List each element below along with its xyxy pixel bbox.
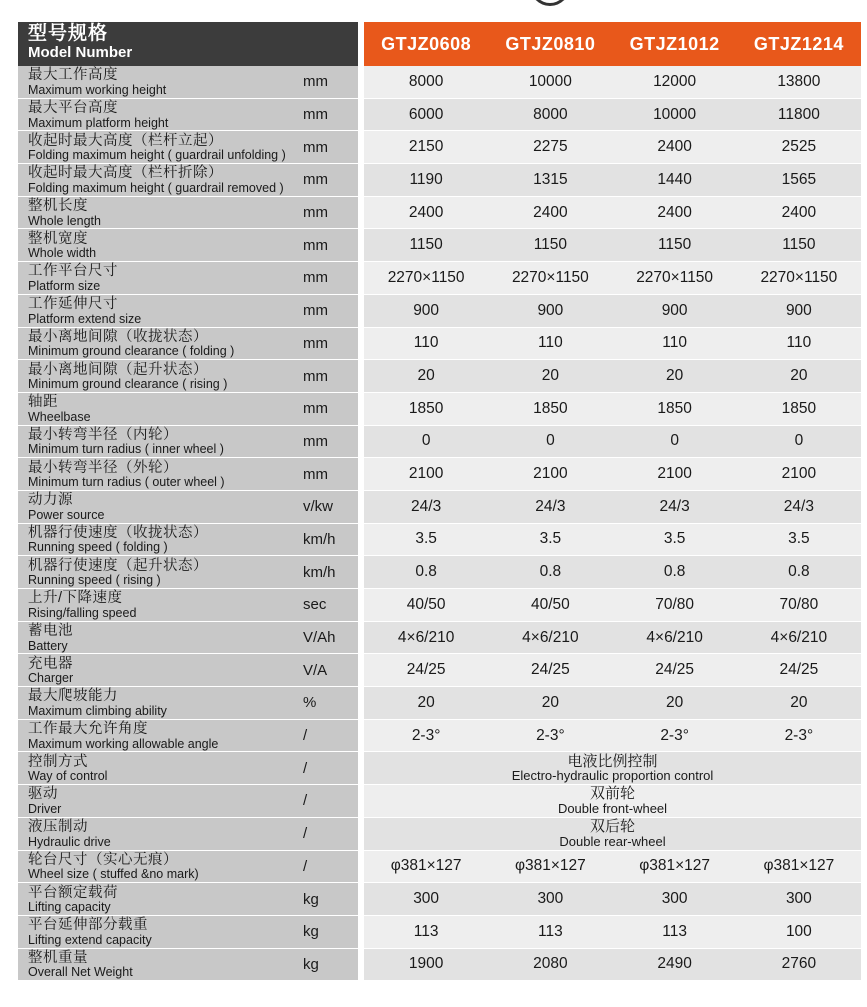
spec-value: 2100 (533, 465, 568, 483)
spec-value: φ381×127 (514, 857, 586, 875)
model-name: GTJZ0608 (381, 33, 472, 54)
spec-label-en: Folding maximum height ( guardrail removed ) (28, 180, 284, 195)
spec-values (364, 654, 861, 686)
spec-label-zh: 上升/下降速度 (28, 590, 123, 607)
spec-merged-value (364, 754, 861, 783)
spec-label (18, 949, 301, 981)
spec-row (18, 589, 861, 622)
spec-values (364, 883, 861, 915)
spec-label-en: Maximum working allowable angle (28, 736, 219, 751)
spec-row (18, 426, 861, 459)
spec-label-en: Maximum working height (28, 82, 167, 97)
spec-value: 300 (785, 890, 812, 908)
spec-label-en: Platform extend size (28, 311, 142, 326)
spec-label-en: Lifting capacity (28, 900, 111, 915)
spec-label (18, 851, 301, 883)
spec-row (18, 99, 861, 132)
spec-unit: V/Ah (301, 622, 358, 654)
spec-label-zh: 蓄电池 (28, 623, 73, 640)
spec-value: 1565 (781, 170, 817, 188)
spec-row (18, 295, 861, 328)
spec-label (18, 818, 301, 850)
spec-label (18, 262, 301, 294)
spec-unit: / (301, 818, 358, 850)
spec-label (18, 328, 301, 360)
spec-value: 10000 (653, 105, 697, 123)
spec-label-en: Minimum turn radius ( outer wheel ) (28, 475, 225, 490)
spec-value: 2270×1150 (387, 268, 465, 286)
spec-value: 2400 (657, 138, 692, 156)
spec-value: 70/80 (779, 595, 819, 613)
spec-row (18, 197, 861, 230)
spec-value: φ381×127 (763, 857, 835, 875)
spec-label (18, 524, 301, 556)
spec-label-zh: 控制方式 (28, 753, 88, 770)
spec-unit: mm (301, 99, 358, 131)
spec-values (364, 164, 861, 196)
spec-label-en: Driver (28, 801, 62, 816)
spec-label (18, 589, 301, 621)
spec-value: 900 (661, 301, 688, 319)
spec-value: 2270×1150 (511, 268, 589, 286)
spec-row (18, 654, 861, 687)
spec-value: 8000 (533, 105, 568, 123)
spec-value: 2100 (657, 465, 692, 483)
spec-values (364, 491, 861, 523)
spec-label-en: Minimum ground clearance ( rising ) (28, 377, 228, 392)
spec-table (18, 66, 861, 981)
spec-value: 4×6/210 (646, 628, 703, 646)
spec-values (364, 752, 861, 784)
spec-label-zh: 动力源 (28, 492, 73, 509)
spec-value: 40/50 (530, 595, 570, 613)
spec-unit: mm (301, 164, 358, 196)
spec-value: 11800 (777, 105, 820, 123)
spec-label-zh: 收起时最大高度（栏杆折除） (28, 165, 223, 182)
spec-label-zh: 整机长度 (28, 198, 88, 215)
spec-row (18, 524, 861, 557)
spec-value: 113 (662, 922, 687, 940)
spec-values (364, 720, 861, 752)
spec-value: 2400 (533, 203, 568, 221)
spec-label-zh: 最大工作高度 (28, 67, 118, 84)
spec-value: 2490 (657, 955, 692, 973)
spec-value: 3.5 (415, 530, 437, 548)
spec-value: 20 (790, 693, 808, 711)
spec-value: 13800 (777, 72, 821, 90)
spec-row (18, 458, 861, 491)
merged-value-en: Electro-hydraulic proportion control (511, 768, 714, 784)
spec-label (18, 654, 301, 686)
spec-unit: / (301, 785, 358, 817)
spec-label-zh: 最小离地间隙（起升状态） (28, 361, 208, 378)
spec-label-en: Battery (28, 638, 68, 653)
spec-label-zh: 收起时最大高度（栏杆立起） (28, 132, 223, 149)
spec-values (364, 393, 861, 425)
spec-values (364, 818, 861, 850)
spec-label-zh: 轮台尺寸（实心无痕） (28, 851, 178, 868)
spec-unit: mm (301, 131, 358, 163)
spec-label-en: Running speed ( rising ) (28, 573, 161, 588)
spec-label-en: Lifting extend capacity (28, 932, 152, 947)
spec-label-en: Folding maximum height ( guardrail unfolding ) (28, 148, 286, 163)
spec-label-en: Maximum climbing ability (28, 703, 167, 718)
spec-unit: / (301, 851, 358, 883)
spec-label-zh: 最大爬坡能力 (28, 688, 118, 705)
spec-label-zh: 最小离地间隙（收拢状态） (28, 328, 208, 345)
spec-unit: mm (301, 328, 358, 360)
spec-label-zh: 机器行使速度（收拢状态） (28, 524, 208, 541)
spec-value: 40/50 (406, 595, 446, 613)
spec-value: 4×6/210 (522, 628, 579, 646)
spec-value: 24/3 (411, 497, 442, 515)
spec-value: 24/25 (530, 661, 570, 679)
model-name: GTJZ0810 (505, 33, 596, 54)
spec-value: 3.5 (663, 530, 686, 548)
spec-unit: mm (301, 458, 358, 490)
spec-value: 900 (413, 301, 440, 319)
spec-value: 300 (661, 890, 688, 908)
spec-value: 1440 (657, 170, 692, 188)
spec-unit: V/A (301, 654, 358, 686)
merged-value-en: Double front-wheel (557, 801, 668, 817)
spec-label-zh: 平台延伸部分载重 (28, 917, 148, 934)
spec-value: 1850 (657, 399, 692, 417)
spec-value: 2100 (408, 465, 444, 483)
spec-unit: mm (301, 426, 358, 458)
spec-values (364, 687, 861, 719)
spec-value: 0 (421, 432, 431, 450)
spec-values (364, 131, 861, 163)
spec-value: 113 (413, 922, 439, 940)
merged-value-zh: 电液比例控制 (567, 752, 658, 770)
heading-en: Model Number (28, 44, 133, 61)
model-name: GTJZ1012 (629, 33, 720, 54)
spec-label-en: Wheelbase (28, 409, 91, 424)
spec-value: 6000 (408, 105, 444, 123)
table-header (18, 22, 861, 66)
spec-label (18, 426, 301, 458)
spec-value: 1150 (533, 236, 568, 254)
spec-row (18, 393, 861, 426)
spec-value: 900 (785, 301, 812, 319)
spec-label (18, 622, 301, 654)
spec-row (18, 883, 861, 916)
spec-label-zh: 工作延伸尺寸 (28, 296, 118, 313)
spec-value: 2760 (781, 955, 817, 973)
spec-value: 4×6/210 (397, 628, 455, 646)
spec-label (18, 785, 301, 817)
heading-zh: 型号规格 (28, 23, 109, 44)
decorative-arc (530, 0, 570, 6)
spec-value: 1850 (781, 399, 817, 417)
spec-value: 300 (537, 890, 564, 908)
spec-row (18, 131, 861, 164)
spec-value: φ381×127 (639, 857, 711, 875)
spec-row (18, 556, 861, 589)
spec-label-zh: 最小转弯半径（外轮） (28, 459, 178, 476)
spec-value: 20 (666, 367, 684, 385)
spec-value: 110 (413, 334, 439, 352)
spec-unit: kg (301, 916, 358, 948)
spec-values (364, 262, 861, 294)
spec-unit: mm (301, 197, 358, 229)
spec-unit: mm (301, 360, 358, 392)
spec-label-en: Wheel size ( stuffed &no mark) (28, 867, 199, 882)
spec-label (18, 916, 301, 948)
spec-value: 24/3 (783, 497, 814, 515)
spec-value: 1150 (409, 236, 443, 254)
spec-value: 20 (666, 693, 684, 711)
spec-unit: mm (301, 262, 358, 294)
spec-row (18, 262, 861, 295)
spec-label-en: Minimum turn radius ( inner wheel ) (28, 442, 224, 457)
spec-value: 1850 (533, 399, 568, 417)
spec-row (18, 491, 861, 524)
spec-value: 20 (541, 693, 559, 711)
spec-values (364, 785, 861, 817)
spec-label-zh: 工作平台尺寸 (28, 263, 118, 280)
spec-value: 0 (794, 432, 804, 450)
spec-label-zh: 平台额定载荷 (28, 884, 118, 901)
spec-label (18, 491, 301, 523)
spec-value: 24/3 (535, 497, 566, 515)
spec-row (18, 66, 861, 99)
spec-row (18, 622, 861, 655)
model-name: GTJZ1214 (753, 33, 844, 54)
spec-value: 113 (538, 922, 563, 940)
spec-value: 2270×1150 (760, 268, 838, 286)
spec-values (364, 556, 861, 588)
spec-unit: / (301, 720, 358, 752)
spec-values (364, 360, 861, 392)
spec-values (364, 916, 861, 948)
spec-label (18, 687, 301, 719)
spec-value: 1315 (533, 170, 568, 188)
merged-value-en: Double rear-wheel (559, 833, 666, 849)
spec-values (364, 589, 861, 621)
spec-label-en: Whole width (28, 246, 97, 261)
spec-label (18, 883, 301, 915)
spec-value: 2525 (781, 138, 817, 156)
spec-value: 20 (790, 367, 808, 385)
spec-label-en: Maximum platform height (28, 115, 169, 130)
spec-value: 20 (417, 367, 435, 385)
spec-value: 1850 (408, 399, 444, 417)
spec-value: 0.8 (663, 563, 686, 581)
spec-value: 1900 (408, 955, 444, 973)
spec-value: 1150 (657, 236, 692, 254)
spec-value: 900 (537, 301, 564, 319)
spec-value: 10000 (528, 72, 572, 90)
spec-value: 0 (670, 432, 679, 450)
spec-label-zh: 最小转弯半径（内轮） (28, 426, 178, 443)
spec-label-en: Way of control (28, 769, 108, 784)
spec-row (18, 328, 861, 361)
spec-unit: mm (301, 66, 358, 98)
spec-row (18, 720, 861, 753)
spec-values (364, 949, 861, 981)
spec-label-zh: 最大平台高度 (28, 100, 118, 117)
spec-value: 4×6/210 (770, 628, 828, 646)
spec-value: 1150 (782, 236, 816, 254)
spec-row (18, 229, 861, 262)
spec-label (18, 131, 301, 163)
spec-value: 100 (785, 922, 812, 940)
spec-unit: mm (301, 393, 358, 425)
spec-value: 8000 (408, 72, 444, 90)
spec-values (364, 295, 861, 327)
spec-row (18, 360, 861, 393)
spec-value: 2275 (533, 138, 568, 156)
merged-value-zh: 双后轮 (589, 817, 635, 835)
spec-row (18, 752, 861, 785)
spec-values (364, 458, 861, 490)
spec-values (364, 622, 861, 654)
spec-label (18, 99, 301, 131)
spec-value: 24/25 (406, 661, 446, 679)
spec-label-en: Platform size (28, 278, 101, 293)
spec-label-en: Power source (28, 507, 105, 522)
spec-unit: / (301, 752, 358, 784)
spec-label (18, 458, 301, 490)
spec-label-en: Overall Net Weight (28, 965, 133, 980)
spec-value: 3.5 (539, 530, 562, 548)
spec-label-zh: 轴距 (28, 394, 58, 411)
spec-label (18, 360, 301, 392)
spec-value: 20 (541, 367, 559, 385)
spec-label (18, 229, 301, 261)
spec-row (18, 851, 861, 884)
spec-values (364, 524, 861, 556)
spec-value: 110 (786, 334, 812, 352)
spec-merged-value (364, 819, 861, 848)
spec-value: 2270×1150 (636, 268, 714, 286)
spec-unit: km/h (301, 524, 358, 556)
spec-value: 2400 (781, 203, 817, 221)
spec-label-en: Hydraulic drive (28, 834, 111, 849)
spec-value: 3.5 (788, 530, 810, 548)
spec-label (18, 197, 301, 229)
spec-label (18, 164, 301, 196)
spec-label-en: Minimum ground clearance ( folding ) (28, 344, 235, 359)
spec-label-en: Charger (28, 671, 74, 686)
spec-value: 2400 (408, 203, 444, 221)
spec-unit: % (301, 687, 358, 719)
spec-row (18, 916, 861, 949)
spec-row (18, 949, 861, 982)
spec-value: 2-3° (536, 726, 565, 744)
spec-label (18, 720, 301, 752)
spec-values (364, 66, 861, 98)
spec-value: 110 (538, 334, 563, 352)
spec-label-zh: 充电器 (28, 655, 73, 672)
spec-label (18, 752, 301, 784)
spec-value: 0.8 (788, 563, 810, 581)
spec-label (18, 66, 301, 98)
spec-label-zh: 整机宽度 (28, 230, 88, 247)
spec-value: 20 (417, 693, 435, 711)
spec-value: φ381×127 (390, 857, 462, 875)
spec-value: 24/25 (779, 661, 819, 679)
spec-value: 300 (413, 890, 440, 908)
spec-values (364, 197, 861, 229)
spec-row (18, 164, 861, 197)
spec-label-zh: 驱动 (28, 786, 58, 803)
spec-unit: v/kw (301, 491, 358, 523)
spec-values (364, 328, 861, 360)
merged-value-zh: 双前轮 (589, 785, 635, 803)
spec-value: 2-3° (411, 726, 441, 744)
spec-value: 2-3° (660, 726, 689, 744)
spec-value: 1190 (409, 170, 443, 188)
spec-value: 2400 (657, 203, 692, 221)
spec-value: 2-3° (784, 726, 814, 744)
spec-values (364, 851, 861, 883)
model-columns-header (364, 22, 861, 66)
spec-unit: mm (301, 295, 358, 327)
spec-value: 2100 (781, 465, 817, 483)
spec-value: 12000 (653, 72, 697, 90)
spec-unit: sec (301, 589, 358, 621)
spec-label (18, 295, 301, 327)
spec-label-zh: 液压制动 (28, 819, 88, 836)
spec-label-zh: 机器行使速度（起升状态） (28, 557, 208, 574)
spec-row (18, 687, 861, 720)
model-number-heading (18, 22, 358, 66)
spec-value: 2150 (408, 138, 444, 156)
spec-value: 24/3 (659, 497, 690, 515)
spec-values (364, 426, 861, 458)
spec-value: 0 (546, 432, 555, 450)
spec-label-en: Running speed ( folding ) (28, 540, 168, 555)
spec-unit: mm (301, 229, 358, 261)
spec-value: 0.8 (415, 563, 437, 581)
spec-value: 70/80 (655, 595, 695, 613)
spec-unit: kg (301, 883, 358, 915)
spec-label (18, 556, 301, 588)
spec-value: 0.8 (539, 563, 562, 581)
spec-label-en: Rising/falling speed (28, 605, 137, 620)
spec-value: 24/25 (655, 661, 695, 679)
spec-label-zh: 工作最大允许角度 (28, 721, 148, 738)
spec-value: 2080 (533, 955, 568, 973)
spec-value: 110 (662, 334, 687, 352)
spec-values (364, 99, 861, 131)
spec-row (18, 785, 861, 818)
spec-values (364, 229, 861, 261)
spec-label-zh: 整机重量 (28, 949, 88, 966)
spec-unit: kg (301, 949, 358, 981)
spec-label (18, 393, 301, 425)
spec-row (18, 818, 861, 851)
spec-unit: km/h (301, 556, 358, 588)
spec-label-en: Whole length (28, 213, 101, 228)
spec-merged-value (364, 786, 861, 815)
